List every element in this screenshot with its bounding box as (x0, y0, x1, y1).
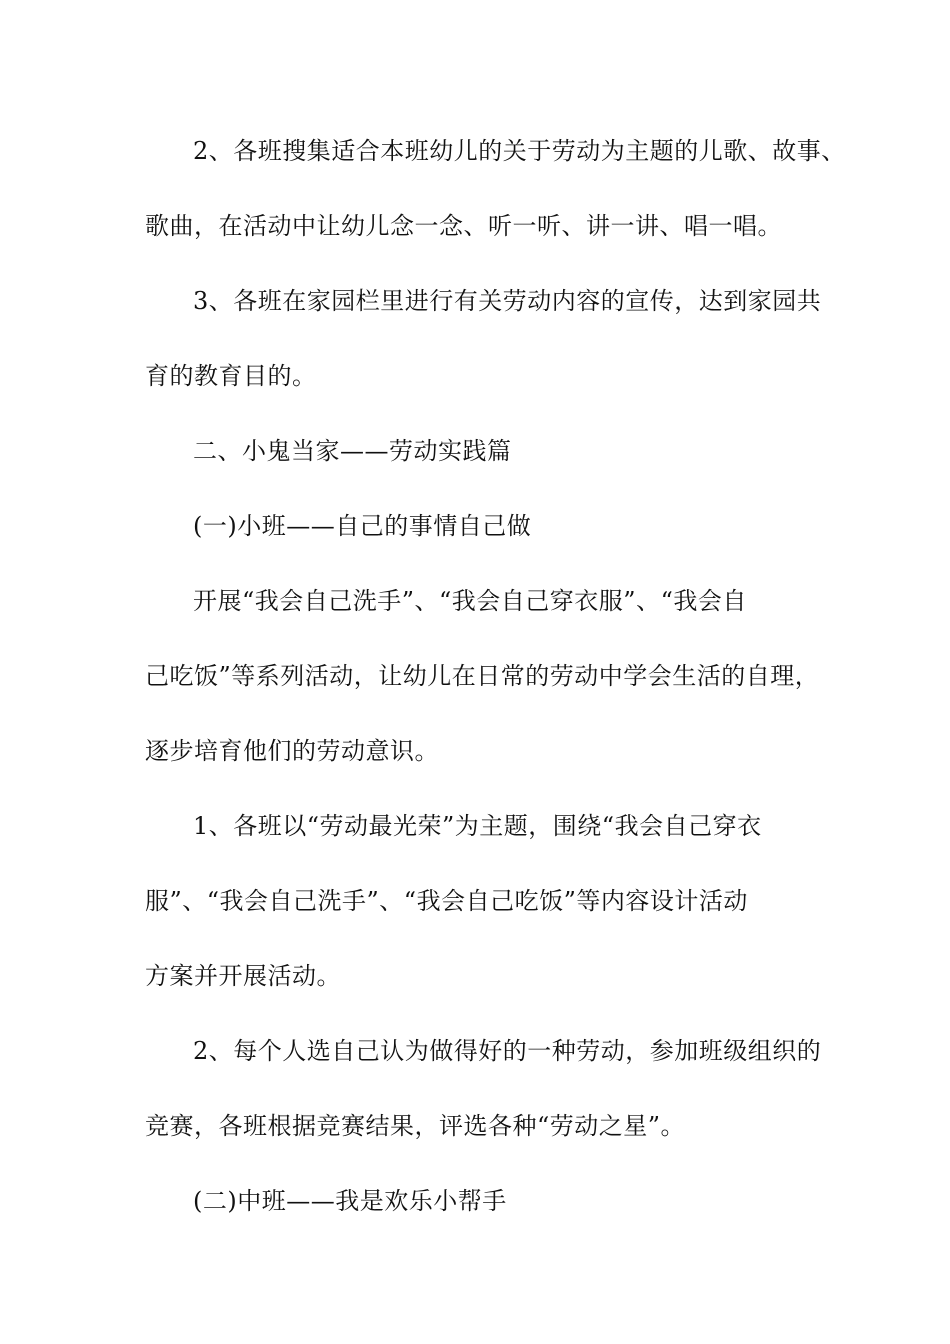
text-line-7: 开展“我会自己洗手”、“我会自己穿衣服”、“我会自 (193, 587, 747, 615)
text-line-1: 2、各班搜集适合本班幼儿的关于劳动为主题的儿歌、故事、 (193, 137, 846, 165)
text-line-8: 己吃饭”等系列活动，让幼儿在日常的劳动中学会生活的自理， (145, 662, 820, 690)
text-line-14: 竞赛，各班根据竞赛结果，评选各种“劳动之星”。 (145, 1112, 686, 1140)
text-line-13: 2、每个人选自己认为做得好的一种劳动，参加班级组织的 (193, 1037, 822, 1065)
text-line-2: 歌曲，在活动中让幼儿念一念、听一听、讲一讲、唱一唱。 (145, 212, 782, 240)
text-line-10: 1、各班以“劳动最光荣”为主题，围绕“我会自己穿衣 (193, 812, 762, 840)
subsection-heading-1: (一)小班——自己的事情自己做 (193, 512, 532, 540)
text-line-12: 方案并开展活动。 (145, 962, 341, 990)
subsection-heading-2: (二)中班——我是欢乐小帮手 (193, 1187, 507, 1215)
section-heading-2: 二、小鬼当家——劳动实践篇 (193, 437, 512, 465)
text-line-9: 逐步培育他们的劳动意识。 (145, 737, 439, 765)
text-line-3: 3、各班在家园栏里进行有关劳动内容的宣传，达到家园共 (193, 287, 822, 315)
text-line-4: 育的教育目的。 (145, 362, 317, 390)
text-line-11: 服”、“我会自己洗手”、“我会自己吃饭”等内容设计活动 (145, 887, 748, 915)
